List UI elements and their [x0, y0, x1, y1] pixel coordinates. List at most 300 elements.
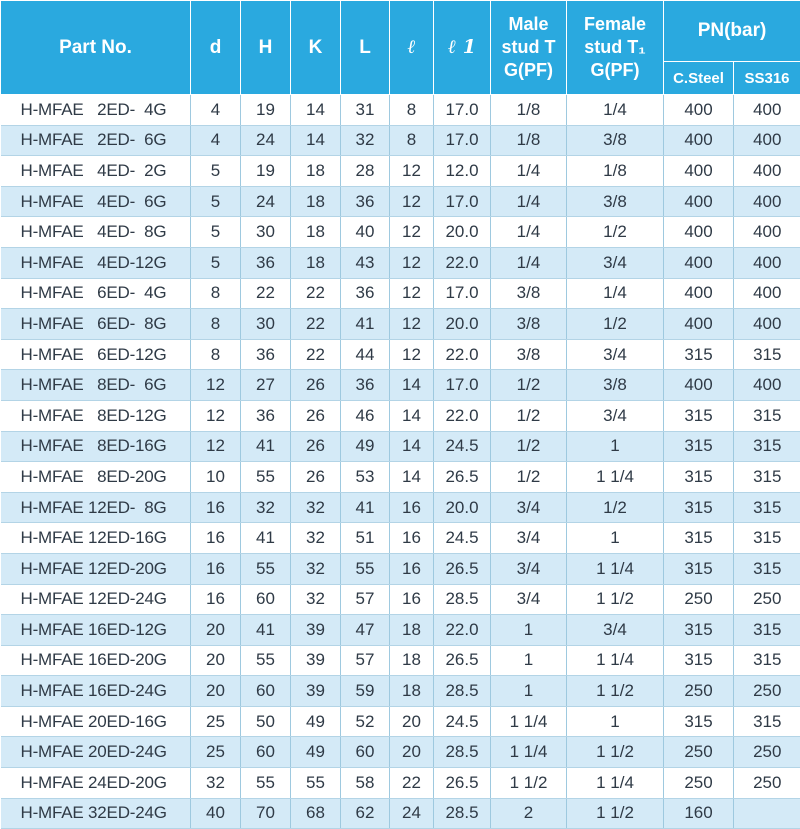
ell-1-cell: 24.5 [434, 706, 491, 737]
c-steel-pn-cell: 315 [664, 523, 734, 554]
male-stud-cell: 1/8 [491, 125, 567, 156]
d-cell: 5 [191, 156, 241, 187]
ell-1-cell: 26.5 [434, 768, 491, 799]
h-cell: 60 [241, 676, 291, 707]
k-cell: 18 [291, 156, 341, 187]
c-steel-pn-cell: 315 [664, 462, 734, 493]
table-header [1, 1, 800, 95]
female-stud-cell: 3/4 [567, 615, 664, 646]
ss316-pn-cell: 400 [734, 125, 800, 156]
table-row [1, 370, 800, 401]
l-upper-cell: 58 [341, 768, 390, 799]
d-cell: 8 [191, 309, 241, 340]
l-upper-cell: 31 [341, 95, 390, 126]
k-cell: 18 [291, 186, 341, 217]
ell-cell: 8 [390, 95, 434, 126]
part-no-cell: H-MFAE 12ED- 8G [1, 492, 191, 523]
d-cell: 12 [191, 370, 241, 401]
table-row [1, 737, 800, 768]
d-cell: 4 [191, 95, 241, 126]
male-stud-cell: 1 1/4 [491, 706, 567, 737]
k-cell: 55 [291, 768, 341, 799]
table-row [1, 462, 800, 493]
c-steel-pn-cell: 250 [664, 584, 734, 615]
h-cell: 55 [241, 768, 291, 799]
k-cell: 26 [291, 370, 341, 401]
h-cell: 30 [241, 217, 291, 248]
l-upper-cell: 36 [341, 370, 390, 401]
l-upper-cell: 55 [341, 553, 390, 584]
h-cell: 19 [241, 95, 291, 126]
male-stud-cell: 3/4 [491, 584, 567, 615]
table-body [1, 95, 800, 829]
header-l-upper: L [341, 1, 390, 95]
d-cell: 20 [191, 615, 241, 646]
male-stud-cell: 1 [491, 676, 567, 707]
h-cell: 36 [241, 247, 291, 278]
part-no-cell: H-MFAE 4ED- 8G [1, 217, 191, 248]
male-stud-cell: 1/8 [491, 95, 567, 126]
l-upper-cell: 52 [341, 706, 390, 737]
ell-1-cell: 26.5 [434, 645, 491, 676]
ss316-pn-cell: 400 [734, 370, 800, 401]
ell-1-cell: 22.0 [434, 400, 491, 431]
ell-1-cell: 28.5 [434, 737, 491, 768]
ell-1-cell: 28.5 [434, 584, 491, 615]
ell-1-cell: 24.5 [434, 431, 491, 462]
ss316-pn-cell: 315 [734, 400, 800, 431]
male-stud-cell: 1/2 [491, 431, 567, 462]
header-k: K [291, 1, 341, 95]
male-stud-cell: 3/4 [491, 553, 567, 584]
female-stud-cell: 1 1/4 [567, 462, 664, 493]
ell-cell: 24 [390, 798, 434, 829]
male-stud-cell: 1 [491, 615, 567, 646]
header-female-stud [567, 1, 664, 95]
part-no-cell: H-MFAE 12ED-24G [1, 584, 191, 615]
male-stud-cell: 3/8 [491, 309, 567, 340]
ell-cell: 14 [390, 370, 434, 401]
ss316-pn-cell: 250 [734, 737, 800, 768]
k-cell: 39 [291, 645, 341, 676]
table-row [1, 798, 800, 829]
ss316-pn-cell [734, 798, 800, 829]
ell-cell: 18 [390, 645, 434, 676]
ss316-pn-cell: 400 [734, 278, 800, 309]
h-cell: 30 [241, 309, 291, 340]
female-stud-cell: 1/2 [567, 217, 664, 248]
part-no-cell: H-MFAE 6ED- 8G [1, 309, 191, 340]
table-row [1, 553, 800, 584]
header-male-line1: Male [491, 13, 566, 36]
d-cell: 8 [191, 339, 241, 370]
part-no-cell: H-MFAE 4ED-12G [1, 247, 191, 278]
female-stud-cell: 1/2 [567, 492, 664, 523]
ell-cell: 16 [390, 553, 434, 584]
ss316-pn-cell: 250 [734, 768, 800, 799]
ell-cell: 20 [390, 706, 434, 737]
ell-cell: 18 [390, 676, 434, 707]
table-row [1, 615, 800, 646]
c-steel-pn-cell: 250 [664, 768, 734, 799]
l-upper-cell: 47 [341, 615, 390, 646]
table-row [1, 645, 800, 676]
table-row [1, 768, 800, 799]
d-cell: 16 [191, 492, 241, 523]
ell-1-cell: 22.0 [434, 247, 491, 278]
k-cell: 68 [291, 798, 341, 829]
c-steel-pn-cell: 315 [664, 339, 734, 370]
male-stud-cell: 1/4 [491, 247, 567, 278]
d-cell: 20 [191, 676, 241, 707]
k-cell: 14 [291, 125, 341, 156]
h-cell: 41 [241, 523, 291, 554]
h-cell: 27 [241, 370, 291, 401]
male-stud-cell: 1 1/4 [491, 737, 567, 768]
ell-cell: 14 [390, 431, 434, 462]
l-upper-cell: 51 [341, 523, 390, 554]
ell-cell: 16 [390, 523, 434, 554]
ss316-pn-cell: 315 [734, 615, 800, 646]
ss316-pn-cell: 315 [734, 553, 800, 584]
c-steel-pn-cell: 400 [664, 247, 734, 278]
ell-cell: 12 [390, 186, 434, 217]
k-cell: 26 [291, 431, 341, 462]
ell-1-cell: 24.5 [434, 523, 491, 554]
d-cell: 12 [191, 431, 241, 462]
header-male-line2: stud T [491, 36, 566, 59]
table-row [1, 339, 800, 370]
ss316-pn-cell: 315 [734, 706, 800, 737]
l-upper-cell: 28 [341, 156, 390, 187]
h-cell: 24 [241, 125, 291, 156]
ss316-pn-cell: 250 [734, 676, 800, 707]
ell-cell: 12 [390, 309, 434, 340]
d-cell: 10 [191, 462, 241, 493]
k-cell: 18 [291, 247, 341, 278]
male-stud-cell: 2 [491, 798, 567, 829]
ell-cell: 18 [390, 615, 434, 646]
h-cell: 36 [241, 339, 291, 370]
male-stud-cell: 3/8 [491, 339, 567, 370]
l-upper-cell: 32 [341, 125, 390, 156]
ss316-pn-cell: 250 [734, 584, 800, 615]
male-stud-cell: 1/4 [491, 217, 567, 248]
table-row [1, 125, 800, 156]
d-cell: 20 [191, 645, 241, 676]
ell-cell: 16 [390, 492, 434, 523]
header-ell: ℓ [390, 1, 434, 95]
part-no-cell: H-MFAE 6ED- 4G [1, 278, 191, 309]
ell-1-cell: 17.0 [434, 95, 491, 126]
h-cell: 22 [241, 278, 291, 309]
male-stud-cell: 3/4 [491, 492, 567, 523]
k-cell: 49 [291, 737, 341, 768]
ss316-pn-cell: 400 [734, 217, 800, 248]
female-stud-cell: 1 [567, 431, 664, 462]
d-cell: 5 [191, 217, 241, 248]
table-row [1, 217, 800, 248]
k-cell: 32 [291, 523, 341, 554]
ell-cell: 14 [390, 462, 434, 493]
ell-cell: 12 [390, 247, 434, 278]
table-row [1, 247, 800, 278]
table-row [1, 706, 800, 737]
female-stud-cell: 3/8 [567, 125, 664, 156]
d-cell: 32 [191, 768, 241, 799]
table-row [1, 156, 800, 187]
female-stud-cell: 1 [567, 523, 664, 554]
header-part-no: Part No. [1, 1, 191, 95]
l-upper-cell: 36 [341, 278, 390, 309]
l-upper-cell: 57 [341, 584, 390, 615]
h-cell: 60 [241, 584, 291, 615]
female-stud-cell: 1 1/2 [567, 737, 664, 768]
ss316-pn-cell: 315 [734, 339, 800, 370]
female-stud-cell: 1 1/4 [567, 768, 664, 799]
ell-1-cell: 26.5 [434, 462, 491, 493]
part-no-cell: H-MFAE 8ED- 6G [1, 370, 191, 401]
header-female-line1: Female [567, 13, 663, 36]
ell-1-cell: 12.0 [434, 156, 491, 187]
table-row [1, 431, 800, 462]
l-upper-cell: 44 [341, 339, 390, 370]
ss316-pn-cell: 315 [734, 645, 800, 676]
part-no-cell: H-MFAE 6ED-12G [1, 339, 191, 370]
part-no-cell: H-MFAE 24ED-20G [1, 768, 191, 799]
h-cell: 32 [241, 492, 291, 523]
ss316-pn-cell: 400 [734, 186, 800, 217]
ell-cell: 8 [390, 125, 434, 156]
d-cell: 40 [191, 798, 241, 829]
female-stud-cell: 3/8 [567, 186, 664, 217]
part-no-cell: H-MFAE 16ED-12G [1, 615, 191, 646]
h-cell: 41 [241, 431, 291, 462]
d-cell: 5 [191, 186, 241, 217]
ss316-pn-cell: 315 [734, 492, 800, 523]
k-cell: 26 [291, 462, 341, 493]
k-cell: 14 [291, 95, 341, 126]
table-row [1, 309, 800, 340]
c-steel-pn-cell: 250 [664, 676, 734, 707]
table-row [1, 400, 800, 431]
female-stud-cell: 3/4 [567, 247, 664, 278]
ell-1-cell: 28.5 [434, 798, 491, 829]
d-cell: 8 [191, 278, 241, 309]
header-pn: PN(bar) [664, 1, 800, 62]
female-stud-cell: 3/4 [567, 400, 664, 431]
l-upper-cell: 36 [341, 186, 390, 217]
c-steel-pn-cell: 400 [664, 370, 734, 401]
c-steel-pn-cell: 315 [664, 553, 734, 584]
part-no-cell: H-MFAE 8ED-12G [1, 400, 191, 431]
table-row [1, 278, 800, 309]
h-cell: 36 [241, 400, 291, 431]
k-cell: 39 [291, 615, 341, 646]
female-stud-cell: 1 1/2 [567, 798, 664, 829]
d-cell: 12 [191, 400, 241, 431]
ss316-pn-cell: 315 [734, 523, 800, 554]
c-steel-pn-cell: 400 [664, 156, 734, 187]
l-upper-cell: 49 [341, 431, 390, 462]
male-stud-cell: 1/2 [491, 400, 567, 431]
male-stud-cell: 1/4 [491, 186, 567, 217]
l-upper-cell: 53 [341, 462, 390, 493]
male-stud-cell: 3/4 [491, 523, 567, 554]
k-cell: 49 [291, 706, 341, 737]
d-cell: 16 [191, 553, 241, 584]
ss316-pn-cell: 400 [734, 95, 800, 126]
part-no-cell: H-MFAE 16ED-24G [1, 676, 191, 707]
ell-1-cell: 22.0 [434, 339, 491, 370]
header-ss316: SS316 [734, 62, 800, 95]
ss316-pn-cell: 315 [734, 462, 800, 493]
l-upper-cell: 62 [341, 798, 390, 829]
ell-cell: 20 [390, 737, 434, 768]
part-no-cell: H-MFAE 4ED- 2G [1, 156, 191, 187]
female-stud-cell: 3/4 [567, 339, 664, 370]
female-stud-cell: 1 1/2 [567, 584, 664, 615]
male-stud-cell: 1/2 [491, 462, 567, 493]
female-stud-cell: 1 1/4 [567, 553, 664, 584]
c-steel-pn-cell: 315 [664, 645, 734, 676]
female-stud-cell: 1 1/4 [567, 645, 664, 676]
ss316-pn-cell: 400 [734, 247, 800, 278]
h-cell: 60 [241, 737, 291, 768]
part-no-cell: H-MFAE 2ED- 4G [1, 95, 191, 126]
part-no-cell: H-MFAE 20ED-16G [1, 706, 191, 737]
header-ell-1: ℓ 1 [434, 1, 491, 95]
d-cell: 25 [191, 706, 241, 737]
ell-cell: 12 [390, 217, 434, 248]
ell-cell: 14 [390, 400, 434, 431]
k-cell: 26 [291, 400, 341, 431]
ell-1-cell: 17.0 [434, 370, 491, 401]
table-row [1, 186, 800, 217]
c-steel-pn-cell: 400 [664, 95, 734, 126]
h-cell: 24 [241, 186, 291, 217]
d-cell: 4 [191, 125, 241, 156]
ell-cell: 12 [390, 339, 434, 370]
header-female-line3: G(PF) [567, 59, 663, 82]
ell-1-cell: 28.5 [434, 676, 491, 707]
ell-cell: 12 [390, 278, 434, 309]
ell-1-cell: 17.0 [434, 186, 491, 217]
k-cell: 32 [291, 584, 341, 615]
c-steel-pn-cell: 315 [664, 492, 734, 523]
l-upper-cell: 41 [341, 309, 390, 340]
part-no-cell: H-MFAE 12ED-16G [1, 523, 191, 554]
l-upper-cell: 60 [341, 737, 390, 768]
part-no-cell: H-MFAE 16ED-20G [1, 645, 191, 676]
ss316-pn-cell: 400 [734, 309, 800, 340]
table-row [1, 584, 800, 615]
d-cell: 25 [191, 737, 241, 768]
female-stud-cell: 1/2 [567, 309, 664, 340]
header-d: d [191, 1, 241, 95]
d-cell: 16 [191, 523, 241, 554]
table-row [1, 523, 800, 554]
ell-1-cell: 17.0 [434, 278, 491, 309]
d-cell: 5 [191, 247, 241, 278]
table-row [1, 676, 800, 707]
female-stud-cell: 1/4 [567, 95, 664, 126]
part-no-cell: H-MFAE 8ED-20G [1, 462, 191, 493]
part-no-cell: H-MFAE 2ED- 6G [1, 125, 191, 156]
k-cell: 32 [291, 553, 341, 584]
k-cell: 22 [291, 278, 341, 309]
h-cell: 70 [241, 798, 291, 829]
male-stud-cell: 1 1/2 [491, 768, 567, 799]
female-stud-cell: 1/8 [567, 156, 664, 187]
h-cell: 41 [241, 615, 291, 646]
h-cell: 55 [241, 645, 291, 676]
male-stud-cell: 1/4 [491, 156, 567, 187]
h-cell: 55 [241, 553, 291, 584]
header-c-steel: C.Steel [664, 62, 734, 95]
header-h: H [241, 1, 291, 95]
male-stud-cell: 1/2 [491, 370, 567, 401]
c-steel-pn-cell: 400 [664, 125, 734, 156]
part-no-cell: H-MFAE 4ED- 6G [1, 186, 191, 217]
l-upper-cell: 59 [341, 676, 390, 707]
l-upper-cell: 46 [341, 400, 390, 431]
c-steel-pn-cell: 315 [664, 400, 734, 431]
h-cell: 19 [241, 156, 291, 187]
d-cell: 16 [191, 584, 241, 615]
female-stud-cell: 1/4 [567, 278, 664, 309]
female-stud-cell: 1 1/2 [567, 676, 664, 707]
table-row [1, 492, 800, 523]
h-cell: 55 [241, 462, 291, 493]
part-no-cell: H-MFAE 32ED-24G [1, 798, 191, 829]
table-row [1, 95, 800, 126]
k-cell: 39 [291, 676, 341, 707]
female-stud-cell: 1 [567, 706, 664, 737]
header-female-line2: stud T₁ [567, 36, 663, 59]
part-no-cell: H-MFAE 8ED-16G [1, 431, 191, 462]
c-steel-pn-cell: 160 [664, 798, 734, 829]
c-steel-pn-cell: 400 [664, 309, 734, 340]
ell-cell: 16 [390, 584, 434, 615]
k-cell: 22 [291, 339, 341, 370]
header-male-stud [491, 1, 567, 95]
ell-cell: 22 [390, 768, 434, 799]
c-steel-pn-cell: 400 [664, 186, 734, 217]
c-steel-pn-cell: 315 [664, 615, 734, 646]
female-stud-cell: 3/8 [567, 370, 664, 401]
c-steel-pn-cell: 400 [664, 217, 734, 248]
c-steel-pn-cell: 400 [664, 278, 734, 309]
male-stud-cell: 3/8 [491, 278, 567, 309]
l-upper-cell: 40 [341, 217, 390, 248]
h-cell: 50 [241, 706, 291, 737]
ell-1-cell: 20.0 [434, 217, 491, 248]
c-steel-pn-cell: 315 [664, 706, 734, 737]
l-upper-cell: 43 [341, 247, 390, 278]
part-no-cell: H-MFAE 20ED-24G [1, 737, 191, 768]
ell-1-cell: 17.0 [434, 125, 491, 156]
k-cell: 32 [291, 492, 341, 523]
k-cell: 18 [291, 217, 341, 248]
ss316-pn-cell: 315 [734, 431, 800, 462]
ell-1-cell: 26.5 [434, 553, 491, 584]
l-upper-cell: 41 [341, 492, 390, 523]
header-male-line3: G(PF) [491, 59, 566, 82]
k-cell: 22 [291, 309, 341, 340]
male-stud-cell: 1 [491, 645, 567, 676]
c-steel-pn-cell: 315 [664, 431, 734, 462]
